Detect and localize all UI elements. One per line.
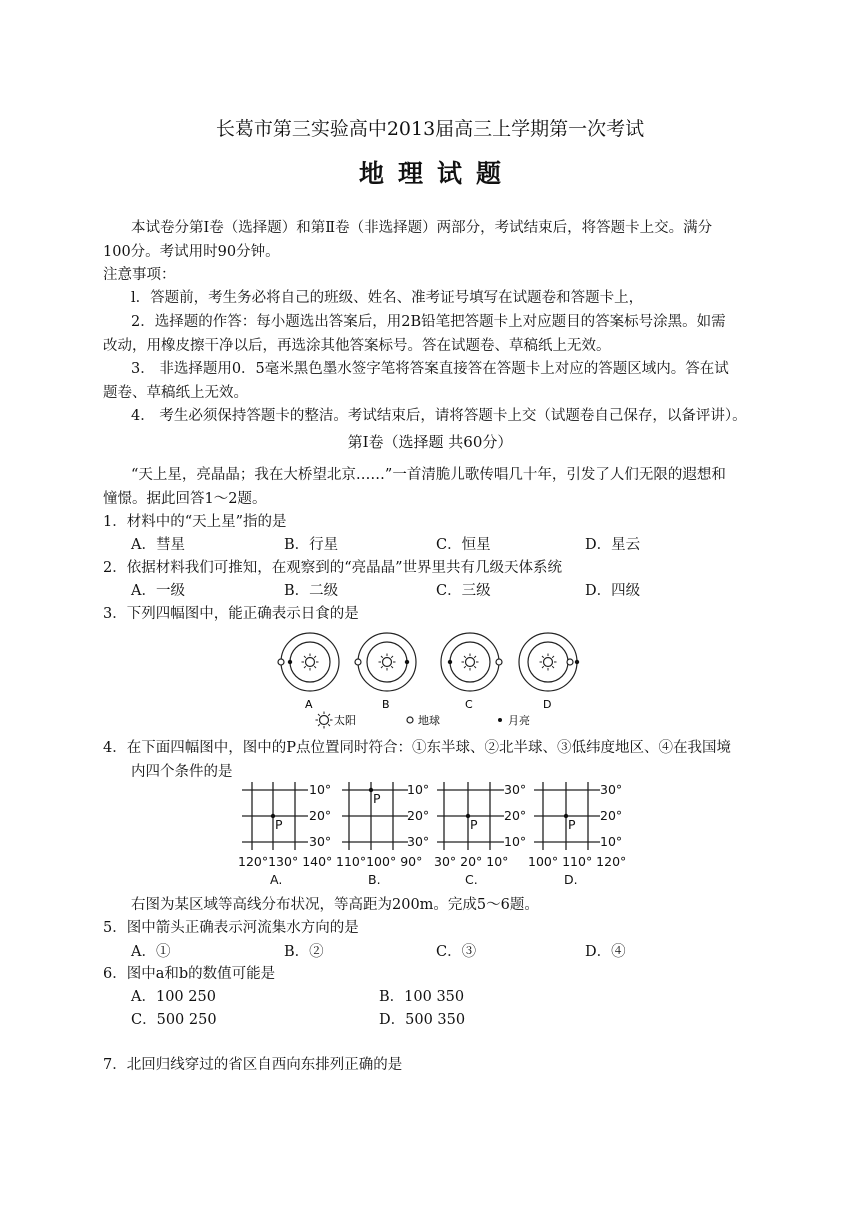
note-2b: 改动，用橡皮擦干净以后，再选涂其他答案标号。答在试题卷、草稿纸上无效。 (103, 338, 611, 354)
grid-a-y3: 30° (309, 834, 332, 849)
legend-earth-label: 地球 (418, 714, 440, 727)
grid-c-label: C. (465, 872, 478, 887)
grid-c (437, 782, 504, 850)
fig-label-b: B (382, 698, 390, 711)
legend-sun-label: 太阳 (334, 714, 356, 727)
eclipse-diagram-d (519, 633, 579, 691)
subject-title: 地理试题 (358, 159, 515, 188)
grid-b-y1: 10° (407, 782, 430, 797)
point-p-c: P (470, 817, 478, 832)
question-6-option-a: A．100 250 (131, 989, 216, 1005)
question-1-stem: 1．材料中的“天上星”指的是 (103, 514, 287, 530)
section-title: 第Ⅰ卷（选择题 共60分） (347, 433, 513, 451)
material-1-line-1: “天上星，亮晶晶；我在大桥望北京……”一首清脆儿歌传唱几十年，引发了人们无限的遐想和 (131, 467, 726, 483)
question-2-option-b: B．二级 (284, 583, 339, 599)
question-2-stem: 2．依据材料我们可推知，在观察到的“亮晶晶”世界里共有几级天体系统 (103, 560, 563, 576)
grid-a-y2: 20° (309, 808, 332, 823)
note-3a: 3． 非选择题用0．5毫米黑色墨水签字笔将答案直接答在答题卡上对应的答题区域内。答在试 (131, 361, 729, 377)
question-6-stem: 6．图中a和b的数值可能是 (103, 966, 276, 982)
material-2-line: 右图为某区域等高线分布状况，等高距为200m。完成5～6题。 (131, 897, 539, 913)
eclipse-figure (272, 626, 594, 732)
question-4-stem-1: 4．在下面四幅图中，图中的P点位置同时符合：①东半球、②北半球、③低纬度地区、④在我国境 (103, 740, 731, 756)
question-3-stem: 3．下列四幅图中，能正确表示日食的是 (103, 606, 359, 622)
grid-d-y2: 20° (600, 808, 623, 823)
question-5-option-d: D．④ (585, 944, 626, 960)
grid-b-y2: 20° (407, 808, 430, 823)
grid-d-y3: 10° (600, 834, 623, 849)
eclipse-diagram-c (441, 633, 502, 691)
exam-title: 长葛市第三实验高中2013届高三上学期第一次考试 (215, 118, 645, 140)
grid-d-x-ticks: 100° 110° 120° (528, 854, 627, 869)
material-1-line-2: 憧憬。据此回答1～2题。 (103, 491, 267, 507)
sun-icon (316, 712, 333, 729)
intro-line-1: 本试卷分第Ⅰ卷（选择题）和第Ⅱ卷（非选择题）两部分，考试结束后，将答题卡上交。满分 (131, 220, 713, 236)
legend-moon-label: 月亮 (508, 714, 530, 727)
grid-a-label: A. (270, 872, 283, 887)
question-7-stem: 7．北回归线穿过的省区自西向东排列正确的是 (103, 1057, 403, 1073)
point-p-d: P (568, 817, 576, 832)
fig-label-d: D (543, 698, 552, 711)
grid-c-x-ticks: 30° 20° 10° (434, 854, 509, 869)
grid-b-y3: 30° (407, 834, 430, 849)
notes-title: 注意事项： (103, 267, 176, 283)
note-3b: 题卷、草稿纸上无效。 (103, 385, 248, 401)
question-2-option-d: D．四级 (585, 583, 641, 599)
eclipse-diagram-b (355, 633, 416, 691)
question-2-option-c: C．三级 (436, 583, 491, 599)
note-1: l．答题前，考生务必将自己的班级、姓名、准考证号填写在试题卷和答题卡上， (131, 290, 644, 306)
fig-label-a: A (305, 698, 313, 711)
question-6-option-d: D．500 350 (379, 1012, 466, 1028)
question-5-stem: 5．图中箭头正确表示河流集水方向的是 (103, 920, 359, 936)
intro-line-2: 100分。考试用时90分钟。 (103, 244, 280, 260)
latlon-grid-figure (232, 780, 632, 892)
grid-b-x-ticks: 110°100° 90° (336, 854, 423, 869)
grid-c-y1: 30° (504, 782, 527, 797)
question-1-option-d: D．星云 (585, 537, 641, 553)
question-1-option-c: C．恒星 (436, 537, 491, 553)
point-p-b: P (373, 791, 381, 806)
question-5-option-b: B．② (284, 944, 324, 960)
grid-c-y2: 20° (504, 808, 527, 823)
earth-icon (407, 717, 413, 723)
grid-a-y1: 10° (309, 782, 332, 797)
question-5-option-c: C．③ (436, 944, 477, 960)
grid-d-label: D. (564, 872, 578, 887)
question-2-option-a: A．一级 (131, 583, 185, 599)
note-4: 4． 考生必须保持答题卡的整洁。考试结束后，请将答题卡上交（试题卷自己保存，以备评讲）。 (131, 408, 747, 424)
note-2a: 2．选择题的作答：每小题选出答案后，用2B铅笔把答题卡上对应题目的答案标号涂黑。如需 (131, 314, 726, 330)
fig-label-c: C (465, 698, 473, 711)
grid-b-label: B. (368, 872, 381, 887)
question-5-option-a: A．① (131, 944, 171, 960)
question-4-stem-2: 内四个条件的是 (131, 764, 233, 780)
question-1-option-a: A．彗星 (131, 537, 185, 553)
grid-c-y3: 10° (504, 834, 527, 849)
grid-a-x-ticks: 120°130° 140° (238, 854, 333, 869)
point-p-a: P (275, 817, 283, 832)
grid-d-y1: 30° (600, 782, 623, 797)
question-1-option-b: B．行星 (284, 537, 339, 553)
question-6-option-c: C．500 250 (131, 1012, 217, 1028)
eclipse-diagram-a (278, 633, 339, 691)
question-6-option-b: B．100 350 (379, 989, 465, 1005)
moon-icon (498, 718, 502, 722)
